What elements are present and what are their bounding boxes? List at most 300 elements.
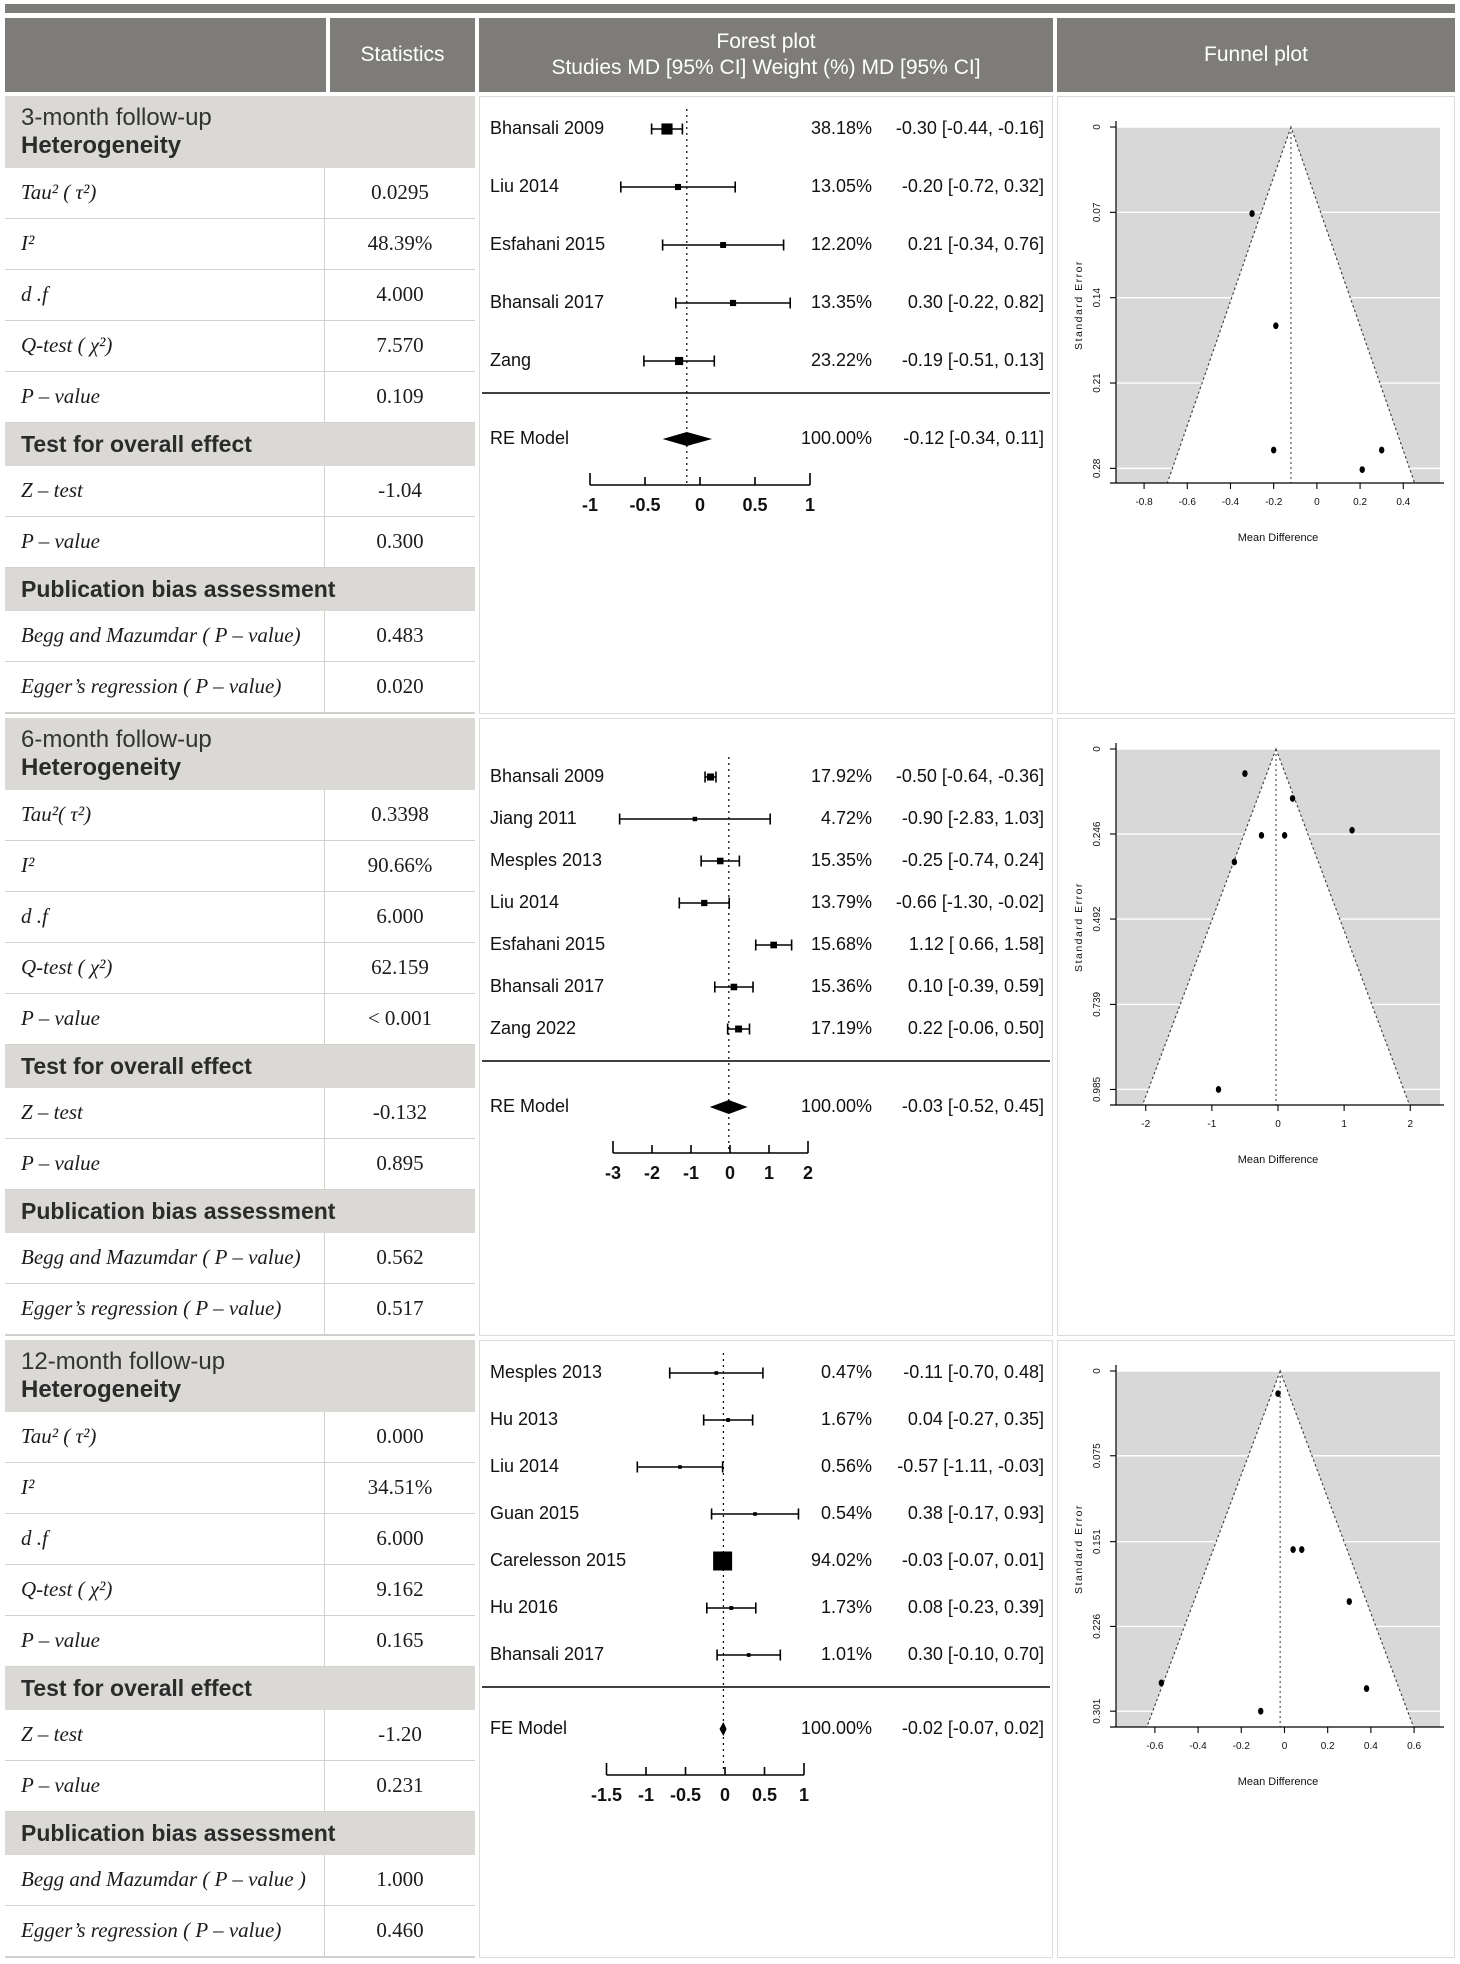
- study-label: Jiang 2011: [490, 807, 577, 828]
- stat-label: Tau² ( τ²): [5, 168, 325, 218]
- statistics-table: [5, 96, 475, 714]
- weight-value: 12.20%: [810, 233, 872, 254]
- pooled-diamond: [710, 1100, 748, 1114]
- table-row: [5, 517, 475, 567]
- estimate-value: 0.10 [-0.39, 0.59]: [907, 975, 1044, 996]
- forest-study-row: [490, 1456, 1044, 1476]
- y-tick-label: 0.075: [1092, 1443, 1103, 1469]
- estimate-value: 0.08 [-0.23, 0.39]: [907, 1596, 1044, 1617]
- stat-label: I²: [5, 841, 325, 891]
- weight-value: 15.68%: [810, 933, 872, 954]
- forest-study-row: [490, 118, 1044, 138]
- stat-label: P – value: [5, 372, 325, 422]
- study-label: Hu 2016: [490, 1596, 559, 1617]
- weight-marker: [701, 900, 707, 906]
- weight-value: 17.92%: [810, 765, 872, 786]
- x-tick-label: -0.6: [1178, 497, 1196, 508]
- stat-label: Z – test: [5, 1710, 325, 1760]
- heterogeneity-rows: [5, 1412, 475, 1667]
- forest-x-axis: [605, 1141, 813, 1183]
- funnel-point: [1249, 210, 1254, 217]
- funnel-point: [1258, 1708, 1263, 1715]
- stat-value: 0.0295: [371, 180, 429, 205]
- weight-marker: [713, 1552, 732, 1571]
- y-axis-title: Standard Error: [1073, 1504, 1085, 1594]
- stat-label: Q-test ( χ²): [5, 321, 325, 371]
- stat-label: Tau²( τ²): [5, 790, 325, 840]
- weight-marker: [747, 1653, 751, 1657]
- y-tick-label: 0.28: [1092, 458, 1103, 479]
- stat-value: 0.231: [376, 1773, 424, 1798]
- x-axis-title: Mean Difference: [1237, 1154, 1319, 1166]
- weight-marker: [661, 123, 672, 134]
- funnel-point: [1242, 770, 1247, 777]
- section-subtitle: Heterogeneity: [21, 131, 182, 159]
- x-tick-label: -1: [1207, 1119, 1217, 1130]
- weight-value: 1.67%: [820, 1408, 872, 1429]
- x-tick-label: -0.6: [1146, 1741, 1164, 1752]
- overall-effect-rows: [5, 1710, 475, 1812]
- overall-effect-rows: [5, 1088, 475, 1190]
- axis-tick-label: 0.5: [751, 1785, 778, 1805]
- forest-study-row: [490, 1362, 1044, 1382]
- funnel-point: [1290, 795, 1295, 802]
- stat-value: 0.3398: [371, 802, 429, 827]
- stat-label: Z – test: [5, 1088, 325, 1138]
- stat-value: -1.20: [378, 1722, 422, 1747]
- funnel-point: [1271, 447, 1276, 454]
- stat-value: 0.300: [376, 529, 424, 554]
- stat-label: Q-test ( χ²): [5, 1565, 325, 1615]
- model-estimate-value: -0.02 [-0.07, 0.02]: [901, 1717, 1044, 1738]
- stat-value: 0.460: [376, 1918, 424, 1943]
- y-tick-label: 0.246: [1092, 821, 1103, 847]
- section-subtitle: Heterogeneity: [21, 1375, 182, 1403]
- funnel-point: [1159, 1680, 1164, 1687]
- weight-marker: [730, 300, 736, 306]
- x-tick-label: 0.2: [1353, 497, 1368, 508]
- x-tick-label: -2: [1141, 1119, 1151, 1130]
- study-label: Mesples 2013: [490, 1361, 603, 1382]
- y-tick-label: 0.226: [1092, 1613, 1103, 1639]
- forest-study-row: [490, 850, 1044, 870]
- funnel-point: [1273, 322, 1278, 329]
- table-row: [5, 1710, 475, 1761]
- funnel-point: [1379, 447, 1384, 454]
- stat-label: P – value: [5, 1616, 325, 1666]
- weight-marker: [715, 1371, 719, 1375]
- table-row: [5, 1565, 475, 1616]
- axis-tick-label: -1.5: [590, 1785, 623, 1805]
- figure-grid: [5, 18, 1455, 1958]
- forest-plot-panel: [479, 1340, 1053, 1958]
- stat-value: 0.020: [376, 674, 424, 699]
- pooled-diamond: [663, 432, 713, 446]
- axis-tick-label: 2: [802, 1163, 814, 1183]
- x-tick-label: -0.2: [1232, 1741, 1250, 1752]
- estimate-value: -0.50 [-0.64, -0.36]: [895, 765, 1044, 786]
- estimate-value: -0.30 [-0.44, -0.16]: [895, 117, 1044, 138]
- x-tick-label: 1: [1341, 1119, 1347, 1130]
- stat-label: d .f: [5, 1514, 325, 1564]
- model-estimate-value: -0.12 [-0.34, 0.11]: [903, 427, 1044, 448]
- pooled-diamond: [719, 1722, 726, 1736]
- forest-study-row: [490, 234, 1044, 254]
- overall-effect-header: Test for overall effect: [5, 423, 475, 466]
- weight-value: 1.01%: [820, 1643, 872, 1664]
- estimate-value: -0.25 [-0.74, 0.24]: [901, 849, 1044, 870]
- model-label: FE Model: [490, 1717, 568, 1738]
- study-label: Zang 2022: [490, 1017, 577, 1038]
- x-tick-label: 0.2: [1320, 1741, 1335, 1752]
- table-row: [5, 1514, 475, 1565]
- bias-header: Publication bias assessment: [5, 568, 475, 611]
- funnel-plot-svg: [1058, 111, 1454, 559]
- x-tick-label: -0.4: [1221, 497, 1240, 508]
- weight-value: 13.35%: [810, 291, 872, 312]
- stat-label: Q-test ( χ²): [5, 943, 325, 993]
- weight-marker: [735, 1026, 742, 1033]
- study-label: Carelesson 2015: [490, 1549, 627, 1570]
- estimate-value: 1.12 [ 0.66, 1.58]: [908, 933, 1044, 954]
- estimate-value: 0.30 [-0.22, 0.82]: [907, 291, 1044, 312]
- forest-study-row: [490, 892, 1044, 912]
- funnel-point: [1360, 466, 1365, 473]
- stat-value: 90.66%: [367, 853, 433, 878]
- table-row: [5, 1412, 475, 1463]
- forest-plot-svg: [480, 97, 1052, 592]
- overall-effect-header: Test for overall effect: [5, 1667, 475, 1710]
- study-label: Bhansali 2017: [490, 291, 605, 312]
- estimate-value: -0.19 [-0.51, 0.13]: [901, 349, 1044, 370]
- stat-value: < 0.001: [367, 1006, 433, 1031]
- header-empty-cell: [5, 18, 326, 92]
- weight-value: 4.72%: [820, 807, 872, 828]
- y-tick-label: 0.739: [1092, 991, 1103, 1017]
- forest-study-row: [490, 1597, 1044, 1617]
- weight-value: 13.79%: [810, 891, 872, 912]
- stat-value: 0.517: [376, 1296, 424, 1321]
- weight-value: 0.47%: [820, 1361, 872, 1382]
- x-tick-label: -0.4: [1189, 1741, 1207, 1752]
- model-estimate-value: -0.03 [-0.52, 0.45]: [901, 1095, 1044, 1116]
- forest-header-title: Forest plot: [716, 29, 816, 53]
- study-label: Bhansali 2017: [490, 975, 605, 996]
- model-weight-value: 100.00%: [800, 1717, 872, 1738]
- forest-study-row: [490, 1550, 1044, 1571]
- estimate-value: 0.38 [-0.17, 0.93]: [907, 1502, 1044, 1523]
- stat-value: 0.000: [376, 1424, 424, 1449]
- overall-effect-rows: [5, 466, 475, 568]
- weight-value: 0.54%: [820, 1502, 872, 1523]
- y-axis-title: Standard Error: [1073, 882, 1085, 972]
- axis-tick-label: 1: [798, 1785, 810, 1805]
- model-weight-value: 100.00%: [800, 1095, 872, 1116]
- table-row: [5, 219, 475, 270]
- y-tick-label: 0: [1092, 746, 1103, 752]
- x-tick-label: -0.8: [1135, 497, 1153, 508]
- weight-marker: [720, 242, 726, 248]
- weight-value: 15.35%: [810, 849, 872, 870]
- table-row: [5, 790, 475, 841]
- stat-value: 1.000: [376, 1867, 424, 1892]
- stat-value: 62.159: [371, 955, 429, 980]
- header-statistics: Statistics: [330, 18, 475, 92]
- weight-marker: [675, 357, 683, 365]
- axis-tick-label: 1: [763, 1163, 775, 1183]
- forest-model-row: [490, 428, 1044, 448]
- study-label: Bhansali 2009: [490, 765, 605, 786]
- weight-value: 1.73%: [820, 1596, 872, 1617]
- forest-study-row: [490, 1409, 1044, 1429]
- table-row: [5, 662, 475, 712]
- table-row: [5, 1906, 475, 1956]
- bias-rows: [5, 1233, 475, 1335]
- axis-tick-label: -1: [682, 1163, 700, 1183]
- estimate-value: 0.30 [-0.10, 0.70]: [907, 1643, 1044, 1664]
- stat-label: Egger’s regression ( P – value): [5, 662, 325, 712]
- y-tick-label: 0: [1092, 124, 1103, 130]
- funnel-plot-panel: [1057, 96, 1455, 714]
- bias-rows: [5, 611, 475, 713]
- bias-rows: [5, 1855, 475, 1957]
- forest-study-row: [490, 1018, 1044, 1038]
- funnel-point: [1364, 1685, 1369, 1692]
- table-row: [5, 466, 475, 517]
- table-row: [5, 1284, 475, 1334]
- funnel-plot-panel: [1057, 1340, 1455, 1958]
- stat-label: P – value: [5, 994, 325, 1044]
- forest-model-row: [490, 1718, 1044, 1738]
- stat-label: Begg and Mazumdar ( P – value ): [5, 1855, 325, 1905]
- study-label: Guan 2015: [490, 1502, 580, 1523]
- weight-value: 15.36%: [810, 975, 872, 996]
- x-tick-label: 0: [1314, 497, 1320, 508]
- study-label: Mesples 2013: [490, 849, 603, 870]
- estimate-value: 0.22 [-0.06, 0.50]: [907, 1017, 1044, 1038]
- table-row: [5, 943, 475, 994]
- y-axis-title: Standard Error: [1073, 260, 1085, 350]
- weight-marker: [675, 184, 681, 190]
- estimate-value: -0.03 [-0.07, 0.01]: [901, 1549, 1044, 1570]
- table-row: [5, 321, 475, 372]
- funnel-point: [1275, 1390, 1280, 1397]
- table-row: [5, 1855, 475, 1906]
- top-divider-strip: [5, 4, 1455, 13]
- weight-marker: [693, 817, 697, 821]
- study-label: Bhansali 2009: [490, 117, 605, 138]
- weight-value: 38.18%: [810, 117, 872, 138]
- weight-marker: [717, 858, 724, 865]
- stat-value: 6.000: [376, 1526, 424, 1551]
- estimate-value: -0.20 [-0.72, 0.32]: [901, 175, 1044, 196]
- weight-marker: [753, 1512, 757, 1516]
- model-label: RE Model: [490, 427, 570, 448]
- y-tick-label: 0.14: [1092, 287, 1103, 308]
- y-tick-label: 0.985: [1092, 1076, 1103, 1102]
- heterogeneity-rows: [5, 168, 475, 423]
- x-axis-title: Mean Difference: [1237, 1776, 1319, 1788]
- axis-tick-label: 0: [724, 1163, 736, 1183]
- stat-label: P – value: [5, 1139, 325, 1189]
- table-row: [5, 372, 475, 422]
- stat-value: -1.04: [378, 478, 422, 503]
- table-row: [5, 1463, 475, 1514]
- estimate-value: 0.04 [-0.27, 0.35]: [907, 1408, 1044, 1429]
- forest-study-row: [490, 176, 1044, 196]
- section-subtitle: Heterogeneity: [21, 753, 182, 781]
- weight-value: 94.02%: [810, 1549, 872, 1570]
- weight-value: 17.19%: [810, 1017, 872, 1038]
- heterogeneity-rows: [5, 790, 475, 1045]
- x-tick-label: 0.4: [1396, 497, 1411, 508]
- x-axis-title: Mean Difference: [1237, 532, 1319, 544]
- y-tick-label: 0.07: [1092, 202, 1103, 223]
- section-header-band: [5, 718, 475, 790]
- weight-marker: [726, 1418, 730, 1422]
- table-row: [5, 1088, 475, 1139]
- stat-label: I²: [5, 219, 325, 269]
- axis-tick-label: -2: [643, 1163, 661, 1183]
- stat-label: Begg and Mazumdar ( P – value): [5, 611, 325, 661]
- stat-value: 0.562: [376, 1245, 424, 1270]
- study-label: Esfahani 2015: [490, 933, 606, 954]
- table-row: [5, 168, 475, 219]
- stat-label: Begg and Mazumdar ( P – value): [5, 1233, 325, 1283]
- forest-study-row: [490, 1644, 1044, 1664]
- study-label: Zang: [490, 349, 532, 370]
- weight-marker: [707, 773, 714, 780]
- stat-label: d .f: [5, 892, 325, 942]
- forest-plot-panel: [479, 96, 1053, 714]
- stat-label: P – value: [5, 1761, 325, 1811]
- model-weight-value: 100.00%: [800, 427, 872, 448]
- estimate-value: -0.11 [-0.70, 0.48]: [903, 1361, 1044, 1382]
- stat-label: Z – test: [5, 466, 325, 516]
- y-tick-label: 0: [1092, 1368, 1103, 1374]
- section-header-band: [5, 96, 475, 168]
- funnel-point: [1290, 1546, 1295, 1553]
- axis-tick-label: 0: [694, 495, 706, 515]
- x-tick-label: 0.6: [1407, 1741, 1422, 1752]
- x-tick-label: 0: [1275, 1119, 1281, 1130]
- estimate-value: 0.21 [-0.34, 0.76]: [907, 233, 1044, 254]
- forest-plot-svg: [480, 719, 1052, 1214]
- y-tick-label: 0.301: [1092, 1698, 1103, 1724]
- funnel-point: [1347, 1598, 1352, 1605]
- stat-value: 0.165: [376, 1628, 424, 1653]
- forest-model-row: [490, 1096, 1044, 1116]
- stat-value: 0.483: [376, 623, 424, 648]
- y-tick-label: 0.492: [1092, 906, 1103, 932]
- weight-value: 0.56%: [820, 1455, 872, 1476]
- estimate-value: -0.66 [-1.30, -0.02]: [895, 891, 1044, 912]
- stat-label: P – value: [5, 517, 325, 567]
- axis-tick-label: -1: [581, 495, 599, 515]
- funnel-point: [1349, 827, 1354, 834]
- section-title: 12-month follow-up: [21, 1347, 226, 1375]
- funnel-point: [1299, 1546, 1304, 1553]
- study-label: Liu 2014: [490, 175, 560, 196]
- forest-header-columns: Studies MD [95% CI] Weight (%) MD [95% CI]: [551, 56, 981, 79]
- study-label: Bhansali 2017: [490, 1643, 605, 1664]
- stat-value: 48.39%: [367, 231, 433, 256]
- stat-label: Egger’s regression ( P – value): [5, 1906, 325, 1956]
- funnel-point: [1232, 859, 1237, 866]
- table-row: [5, 1616, 475, 1666]
- forest-study-row: [490, 1503, 1044, 1523]
- weight-marker: [770, 942, 777, 949]
- model-label: RE Model: [490, 1095, 570, 1116]
- x-tick-label: 2: [1407, 1119, 1414, 1130]
- forest-study-row: [490, 808, 1044, 828]
- axis-tick-label: -1: [637, 1785, 655, 1805]
- axis-tick-label: 0: [719, 1785, 731, 1805]
- statistics-table: [5, 1340, 475, 1958]
- section-header-band: [5, 1340, 475, 1412]
- forest-study-row: [490, 766, 1044, 786]
- x-tick-label: 0: [1281, 1741, 1288, 1752]
- header-forest-plot: [479, 18, 1053, 92]
- weight-marker: [731, 984, 738, 991]
- weight-marker: [678, 1465, 682, 1469]
- forest-x-axis: [591, 1763, 809, 1805]
- forest-plot-svg: [480, 1341, 1052, 1836]
- header-left-column: [5, 18, 475, 92]
- section-title: 3-month follow-up: [21, 103, 212, 131]
- estimate-value: -0.90 [-2.83, 1.03]: [901, 807, 1044, 828]
- section-title: 6-month follow-up: [21, 725, 212, 753]
- forest-study-row: [490, 976, 1044, 996]
- weight-value: 13.05%: [810, 175, 872, 196]
- stat-value: 0.109: [376, 384, 424, 409]
- funnel-point: [1282, 832, 1287, 839]
- table-row: [5, 611, 475, 662]
- table-row: [5, 1233, 475, 1284]
- table-row: [5, 270, 475, 321]
- x-tick-label: 0.4: [1363, 1741, 1378, 1752]
- statistics-table: [5, 718, 475, 1336]
- study-label: Liu 2014: [490, 1455, 560, 1476]
- stat-value: 34.51%: [367, 1475, 433, 1500]
- stat-value: -0.132: [372, 1100, 428, 1125]
- forest-study-row: [490, 292, 1044, 312]
- table-row: [5, 1139, 475, 1189]
- y-tick-label: 0.151: [1092, 1529, 1103, 1555]
- axis-tick-label: -0.5: [669, 1785, 702, 1805]
- estimate-value: -0.57 [-1.11, -0.03]: [897, 1455, 1044, 1476]
- header-funnel-plot: Funnel plot: [1057, 18, 1455, 92]
- funnel-point: [1216, 1086, 1221, 1093]
- y-tick-label: 0.21: [1092, 373, 1103, 393]
- stat-value: 0.895: [376, 1151, 424, 1176]
- forest-x-axis: [582, 473, 815, 515]
- stat-value: 7.570: [376, 333, 424, 358]
- weight-marker: [729, 1606, 733, 1610]
- forest-study-row: [490, 934, 1044, 954]
- table-row: [5, 1761, 475, 1811]
- table-row: [5, 994, 475, 1044]
- axis-tick-label: -3: [604, 1163, 622, 1183]
- bias-header: Publication bias assessment: [5, 1812, 475, 1855]
- forest-study-row: [490, 350, 1044, 370]
- stat-label: I²: [5, 1463, 325, 1513]
- forest-plot-panel: [479, 718, 1053, 1336]
- overall-effect-header: Test for overall effect: [5, 1045, 475, 1088]
- axis-tick-label: 1: [804, 495, 816, 515]
- weight-value: 23.22%: [810, 349, 872, 370]
- study-label: Liu 2014: [490, 891, 560, 912]
